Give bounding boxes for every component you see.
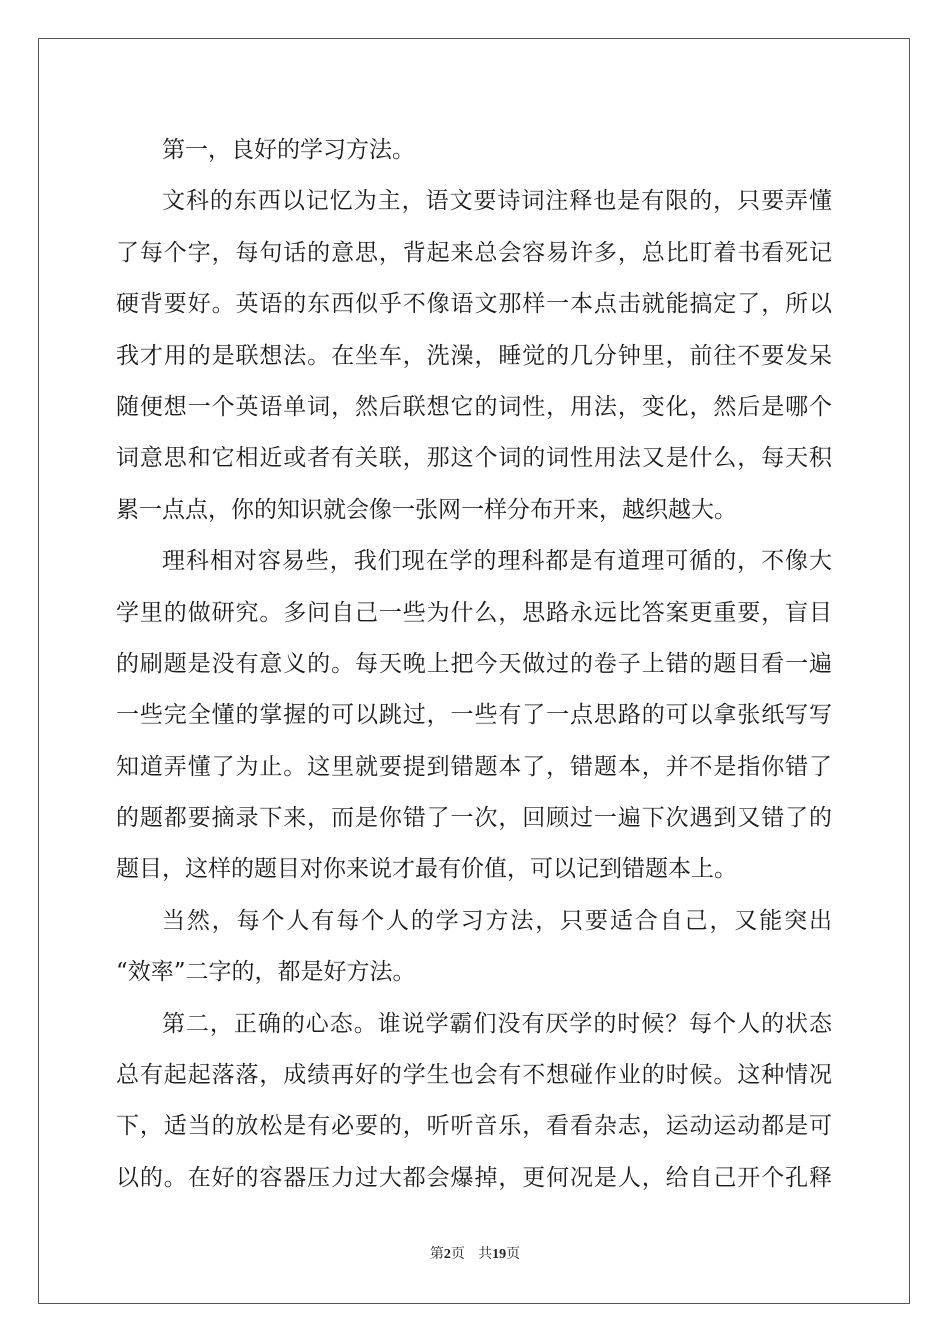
- total-suffix: 页: [506, 1246, 521, 1262]
- text-line: 文科的东西以记忆为主，语文要诗词注释也是有限的，只要弄懂: [162, 188, 832, 215]
- text-line: 我才用的是联想法。在坐车，洗澡，睡觉的几分钟里，前往不要发呆: [116, 342, 832, 369]
- text-line: “效率”二字的，都是好方法。: [116, 959, 416, 986]
- footer-prefix: 第: [429, 1246, 444, 1262]
- text-line: 理科相对容易些，我们现在学的理科都是有道理可循的，不像大: [162, 548, 832, 575]
- text-line: 知道弄懂了为止。这里就要提到错题本了，错题本，并不是指你错了: [116, 753, 832, 780]
- page-suffix: 页: [450, 1246, 465, 1262]
- text-line: 随便想一个英语单词，然后联想它的词性，用法，变化，然后是哪个: [116, 393, 832, 420]
- text-line: 以的。在好的容器压力过大都会爆掉，更何况是人，给自己开个孔释: [116, 1164, 832, 1191]
- text-line: 下，适当的放松是有必要的，听听音乐，看看杂志，运动运动都是可: [116, 1113, 832, 1140]
- text-line: 的题都要摘录下来，而是你错了一次，回顾过一遍下次遇到又错了的: [116, 805, 832, 832]
- text-line: 总有起起落落，成绩再好的学生也会有不想碰作业的时候。这种情况: [116, 1062, 832, 1089]
- text-line: 的刷题是没有意义的。每天晚上把今天做过的卷子上错的题目看一遍: [116, 650, 832, 677]
- page-footer: [0, 1243, 950, 1263]
- total-pages: 19: [492, 1247, 507, 1262]
- text-line: 词意思和它相近或者有关联，那这个词的词性用法又是什么，每天积: [116, 445, 832, 472]
- total-prefix: 共: [478, 1246, 493, 1262]
- text-line: 硬背要好。英语的东西似乎不像语文那样一本点击就能搞定了，所以: [116, 291, 832, 318]
- text-line: 学里的做研究。多问自己一些为什么，思路永远比答案更重要，盲目: [116, 599, 832, 626]
- document-body: [116, 125, 832, 1204]
- text-line: 当然，每个人有每个人的学习方法，只要适合自己，又能突出: [162, 907, 832, 934]
- text-line: 累一点点，你的知识就会像一张网一样分布开来，越织越大。: [116, 496, 737, 523]
- page-number: 2: [443, 1247, 451, 1262]
- text-line: 题目，这样的题目对你来说才最有价值，可以记到错题本上。: [116, 856, 737, 883]
- text-line: 第二，正确的心态。谁说学霸们没有厌学的时候？每个人的状态: [162, 1010, 832, 1037]
- text-line: 一些完全懂的掌握的可以跳过，一些有了一点思路的可以拿张纸写写: [116, 702, 832, 729]
- text-line: 了每个字，每句话的意思，背起来总会容易许多，总比盯着书看死记: [116, 239, 832, 266]
- text-line: 第一，良好的学习方法。: [162, 137, 415, 163]
